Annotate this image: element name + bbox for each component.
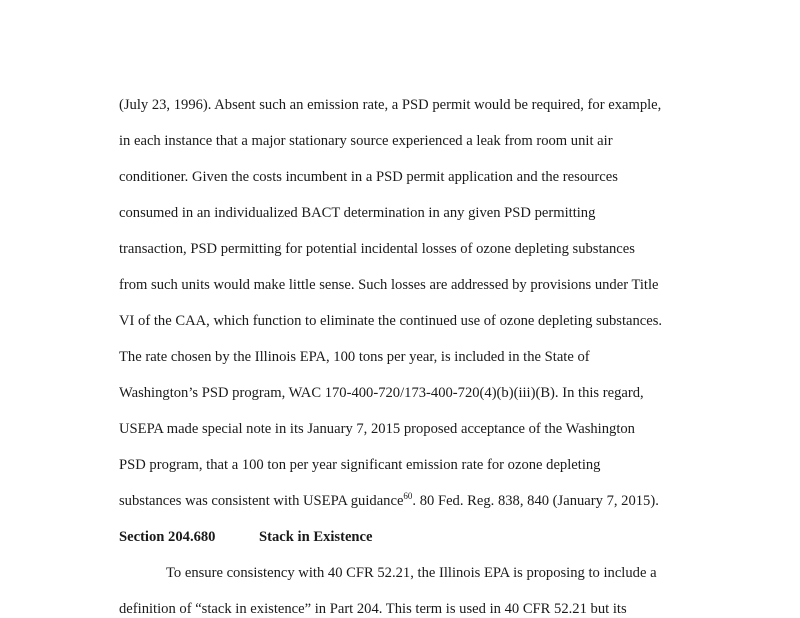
section-title: Stack in Existence [259,529,373,545]
text-line: from such units would make little sense. Such losses are addressed by provisions under Title [119,277,659,293]
text-line: definition of “stack in existence” in Part 204. This term is used in 40 CFR 52.21 but its [119,601,627,617]
footnote-reference[interactable]: 60 [403,491,413,501]
text-line: The rate chosen by the Illinois EPA, 100 tons per year, is included in the State of [119,349,590,365]
text-line: Washington’s PSD program, WAC 170-400-720/173-400-720(4)(b)(iii)(B). In this regard, [119,385,644,401]
text-line: conditioner. Given the costs incumbent in a PSD permit application and the resources [119,169,618,185]
text-line: consumed in an individualized BACT determination in any given PSD permitting [119,205,596,221]
text-segment: . 80 Fed. Reg. 838, 840 (January 7, 2015). [412,493,659,509]
text-line: PSD program, that a 100 ton per year significant emission rate for ozone depleting [119,457,601,473]
text-line: transaction, PSD permitting for potential incidental losses of ozone depleting substances [119,241,635,257]
text-line: VI of the CAA, which function to eliminate the continued use of ozone depleting substances. [119,313,663,329]
text-line: (July 23, 1996). Absent such an emission rate, a PSD permit would be required, for example, [119,97,662,113]
text-line: USEPA made special note in its January 7, 2015 proposed acceptance of the Washington [119,421,635,437]
text-line [119,492,659,510]
section-heading [119,528,373,546]
text-line: in each instance that a major stationary source experienced a leak from room unit air [119,133,613,149]
section-number: Section 204.680 [119,529,216,545]
text-line: To ensure consistency with 40 CFR 52.21, the Illinois EPA is proposing to include a [166,565,657,581]
text-segment: substances was consistent with USEPA guidance [119,493,404,509]
